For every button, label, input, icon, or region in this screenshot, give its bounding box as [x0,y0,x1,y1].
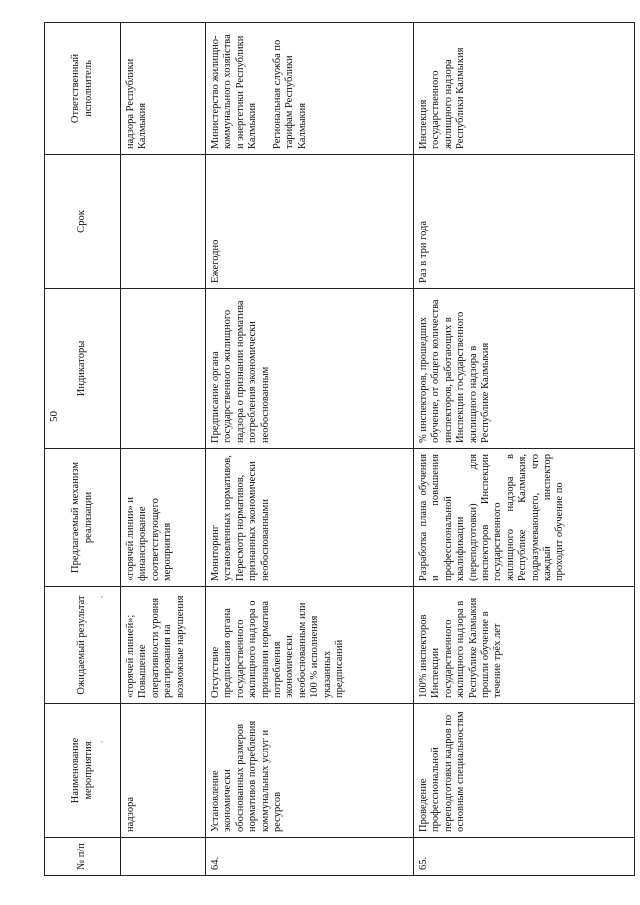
header-name: Наименование мероприятия [45,704,121,838]
row-term: Ежегодно [206,155,414,289]
row-name: надзора [121,704,206,838]
row-result: 100% инспекторов Инспекции государственного жилищного надзора в Республике Калмыкия прошли обучение в течение трёх лет [414,587,635,704]
row-number: 65. [414,838,635,876]
row-executor: Инспекция государственного жилищного надзора Республики Калмыкия [414,23,635,155]
row-indicators [121,289,206,449]
row-number: 64. [206,838,414,876]
row-result: Отсутствие предписания органа государственного жилищного надзора о признании норматива потребления экономически необоснованным или 100 % исполнения указанных предписаний [206,587,414,704]
row-indicators: % инспекторов, прошедших обучение, от общего количества инспекторов, работающих в Инспекции государственного жилищного надзора в Республике Калмыкия [414,289,635,449]
row-mechanism: Разработка плана обучения и повышения профессиональной квалификации (переподготовки) для инспекторов Инспекции государственного жилищного надзора в Республике Калмыкия, подразумевающего, что каждый инспектор проходит обучение по [414,449,635,587]
row-executor: Министерство жилищно-коммунального хозяйства и энергетики Республики Калмыкия Региональная служба по тарифам Республики Калмыкия [206,23,414,155]
row-executor: надзора Республики Калмыкия [121,23,206,155]
row-name: Проведение профессиональной переподготовки кадров по основным специальностям [414,704,635,838]
table-row [414,23,635,876]
row-number [121,838,206,876]
row-name: Установление экономически обоснованных размеров нормативов потребления коммунальных услуг и ресурсов [206,704,414,838]
row-term: Раз в три года [414,155,635,289]
measures-table [44,22,635,876]
header-mechanism: Предлагаемый механизм реализации [45,449,121,587]
row-indicators: Предписание органа государственного жилищного надзора о признании норматива потребления экономически необоснованным [206,289,414,449]
header-number: № п/п [45,838,121,876]
row-mechanism: «горячей линии» и финансирование соответствующего мероприятия [121,449,206,587]
table-row [206,23,414,876]
row-mechanism: Мониторинг установленных нормативов, Пересмотр нормативов, признанных экономически необоснованными [206,449,414,587]
row-result: «горячей линией»; Повышение оперативности уровня реагирования на возможные нарушения [121,587,206,704]
header-executor: Ответственный исполнитель [45,23,121,155]
header-indicators: Индикаторы [45,289,121,449]
rotated-table-container [44,23,634,876]
header-result: Ожидаемый результат [45,587,121,704]
page-number: 50 [48,411,60,422]
header-term: Срок [45,155,121,289]
table-header-row [45,23,121,876]
row-term [121,155,206,289]
table-row [121,23,206,876]
